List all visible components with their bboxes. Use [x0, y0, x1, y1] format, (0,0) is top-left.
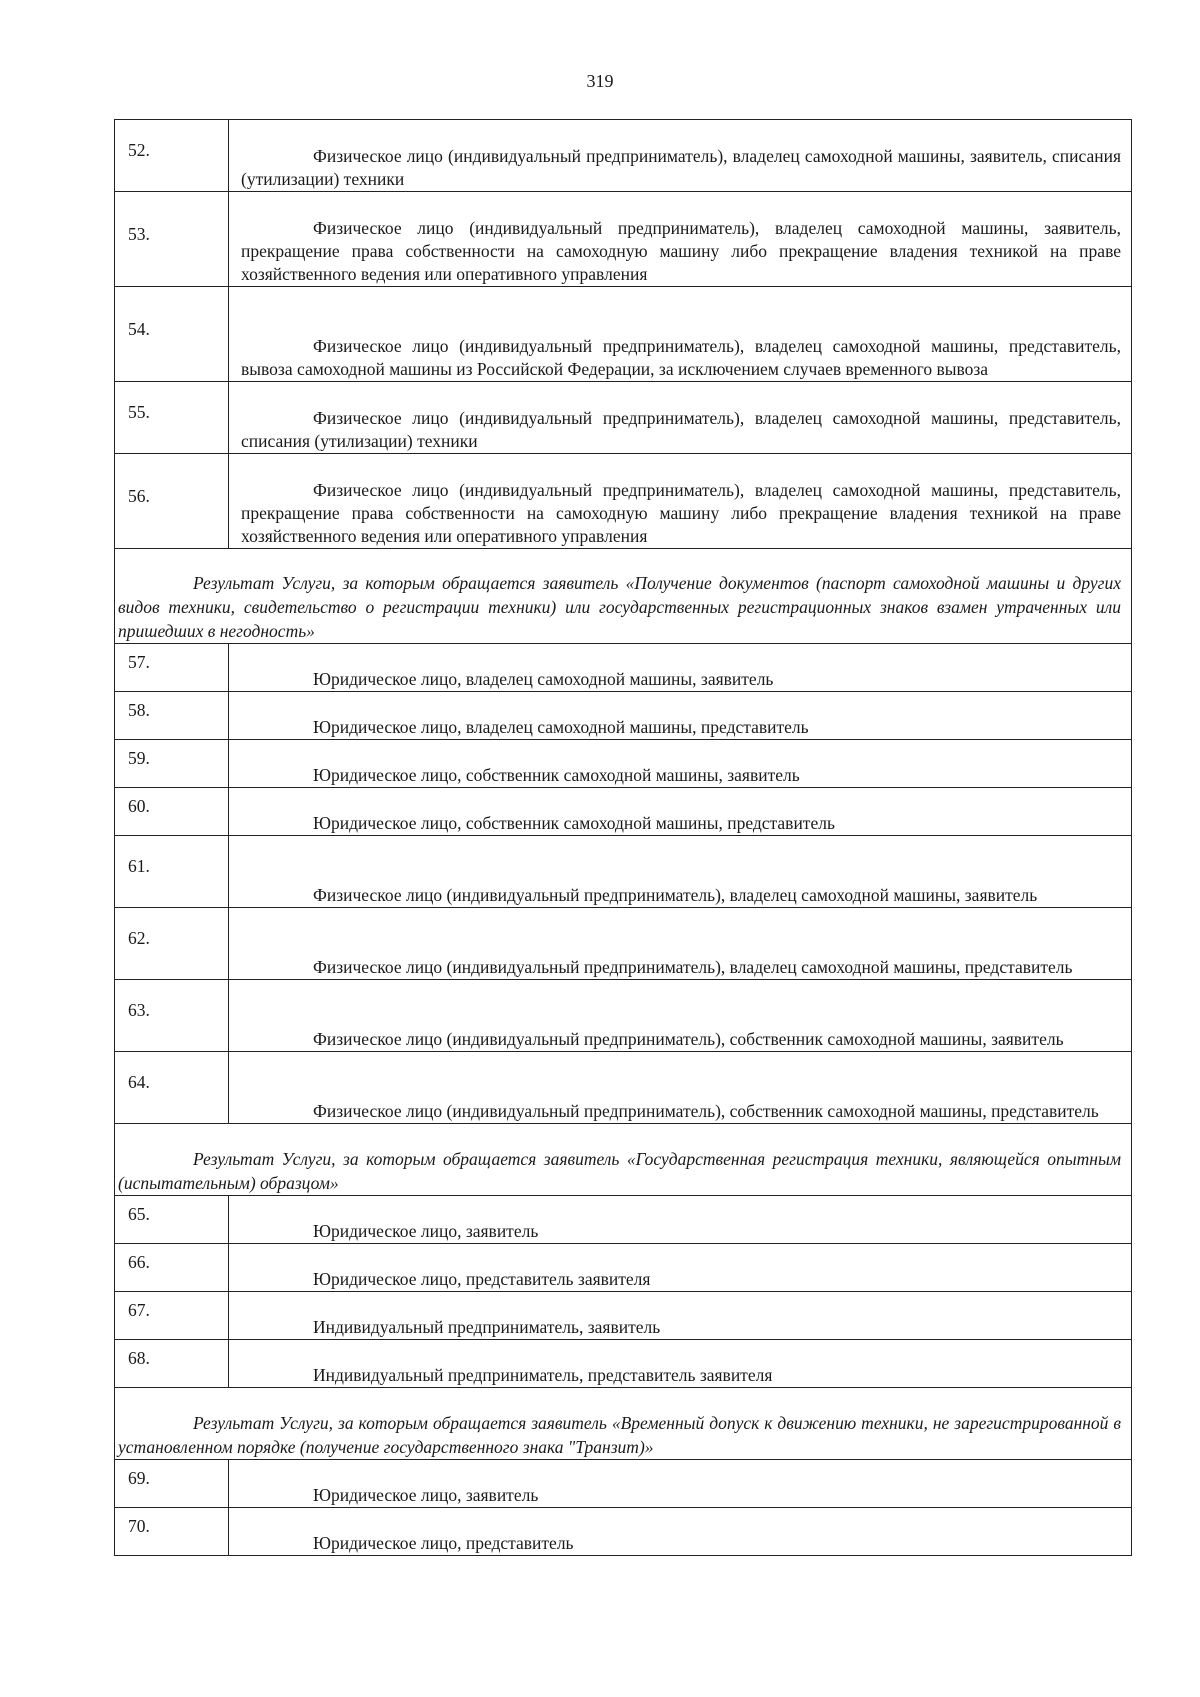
- row-text-content: Юридическое лицо, владелец самоходной машины, представитель: [313, 717, 809, 737]
- row-number: 67.: [115, 1292, 229, 1340]
- row-text: [229, 1244, 1132, 1292]
- row-text-content: Физическое лицо (индивидуальный предприниматель), владелец самоходной машины, заявитель: [313, 885, 1038, 905]
- row-text: [229, 1508, 1132, 1556]
- row-number: 59.: [115, 740, 229, 788]
- row-text-content: Физическое лицо (индивидуальный предприниматель), владелец самоходной машины, представитель, прекращение права собственности на самоходную машину либо прекращение владения техникой на праве хозяйственного ведения или оперативного управления: [241, 480, 1121, 546]
- table-row: [115, 120, 1132, 192]
- section-header: [115, 1124, 1132, 1196]
- row-text-content: Юридическое лицо, заявитель: [313, 1221, 539, 1241]
- row-number: 57.: [115, 644, 229, 692]
- row-text: [229, 1340, 1132, 1388]
- table-row: [115, 1292, 1132, 1340]
- row-text-content: Юридическое лицо, представитель заявителя: [313, 1269, 651, 1289]
- row-number: 63.: [115, 980, 229, 1052]
- section-header-text: Результат Услуги, за которым обращается заявитель «Государственная регистрация техники, являющейся опытным (испытательным) образцом»: [118, 1149, 1121, 1193]
- row-number: 60.: [115, 788, 229, 836]
- row-text: [229, 908, 1132, 980]
- table-row: [115, 1052, 1132, 1124]
- table-row: [115, 740, 1132, 788]
- table-row: [115, 1508, 1132, 1556]
- table-row: [115, 382, 1132, 454]
- row-text: [229, 692, 1132, 740]
- row-number: 56.: [115, 454, 229, 549]
- row-number: 65.: [115, 1196, 229, 1244]
- row-text: [229, 454, 1132, 549]
- row-text: [229, 192, 1132, 287]
- row-text: [229, 836, 1132, 908]
- section-header-text: Результат Услуги, за которым обращается заявитель «Временный допуск к движению техники, не зарегистрированной в установленном порядке (получение государственного знака "Транзит)»: [118, 1413, 1121, 1457]
- row-text: [229, 1052, 1132, 1124]
- row-text-content: Физическое лицо (индивидуальный предприниматель), владелец самоходной машины, представитель: [313, 957, 1073, 977]
- table-row: [115, 788, 1132, 836]
- table-row: [115, 692, 1132, 740]
- row-number: 55.: [115, 382, 229, 454]
- table-row: [115, 1340, 1132, 1388]
- table-row: [115, 192, 1132, 287]
- row-text: [229, 740, 1132, 788]
- row-text: [229, 1292, 1132, 1340]
- row-number: 69.: [115, 1460, 229, 1508]
- table-row: [115, 1244, 1132, 1292]
- section-header-row: [115, 1124, 1132, 1196]
- row-text-content: Физическое лицо (индивидуальный предприниматель), собственник самоходной машины, заявитель: [313, 1029, 1064, 1049]
- section-header-row: [115, 1388, 1132, 1460]
- row-text-content: Физическое лицо (индивидуальный предприниматель), владелец самоходной машины, представитель, вывоза самоходной машины из Российской Федерации, за исключением случаев временного вывоза: [241, 336, 1121, 379]
- row-text-content: Физическое лицо (индивидуальный предприниматель), владелец самоходной машины, заявитель, прекращение права собственности на самоходную машину либо прекращение владения техникой на праве хозяйственного ведения или оперативного управления: [241, 218, 1121, 284]
- section-header-text: Результат Услуги, за которым обращается заявитель «Получение документов (паспорт самоходной машины и других видов техники, свидетельство о регистрации техники) или государственных регистрационных знаков взамен утраченных или пришедших в негодность»: [118, 573, 1121, 641]
- row-text: [229, 382, 1132, 454]
- table-row: [115, 908, 1132, 980]
- row-text: [229, 1460, 1132, 1508]
- page-number: 319: [586, 71, 614, 91]
- row-text-content: Индивидуальный предприниматель, заявитель: [313, 1317, 661, 1337]
- table-row: [115, 287, 1132, 382]
- row-text-content: Юридическое лицо, владелец самоходной машины, заявитель: [313, 669, 774, 689]
- row-number: 66.: [115, 1244, 229, 1292]
- row-number: 52.: [115, 120, 229, 192]
- table-row: [115, 980, 1132, 1052]
- table-row: [115, 1196, 1132, 1244]
- row-number: 58.: [115, 692, 229, 740]
- row-number: 64.: [115, 1052, 229, 1124]
- row-text: [229, 1196, 1132, 1244]
- row-text: [229, 120, 1132, 192]
- row-text: [229, 980, 1132, 1052]
- row-text-content: Юридическое лицо, представитель: [313, 1533, 574, 1553]
- table-row: [115, 1460, 1132, 1508]
- table-row: [115, 454, 1132, 549]
- section-header: [115, 1388, 1132, 1460]
- row-text-content: Индивидуальный предприниматель, представитель заявителя: [313, 1365, 773, 1385]
- row-text-content: Физическое лицо (индивидуальный предприниматель), собственник самоходной машины, представитель: [313, 1101, 1099, 1121]
- applicant-variants-table: [114, 119, 1132, 1556]
- section-header: [115, 549, 1132, 644]
- row-number: 68.: [115, 1340, 229, 1388]
- row-number: 62.: [115, 908, 229, 980]
- row-text-content: Юридическое лицо, заявитель: [313, 1485, 539, 1505]
- row-text-content: Юридическое лицо, собственник самоходной машины, заявитель: [313, 765, 800, 785]
- row-text-content: Физическое лицо (индивидуальный предприниматель), владелец самоходной машины, представитель, списания (утилизации) техники: [241, 408, 1121, 451]
- row-number: 61.: [115, 836, 229, 908]
- table-row: [115, 644, 1132, 692]
- row-text: [229, 788, 1132, 836]
- row-number: 53.: [115, 192, 229, 287]
- row-number: 54.: [115, 287, 229, 382]
- row-text-content: Юридическое лицо, собственник самоходной машины, представитель: [313, 813, 835, 833]
- row-number: 70.: [115, 1508, 229, 1556]
- section-header-row: [115, 549, 1132, 644]
- row-text-content: Физическое лицо (индивидуальный предприниматель), владелец самоходной машины, заявитель, списания (утилизации) техники: [241, 146, 1121, 189]
- row-text: [229, 644, 1132, 692]
- table-row: [115, 836, 1132, 908]
- row-text: [229, 287, 1132, 382]
